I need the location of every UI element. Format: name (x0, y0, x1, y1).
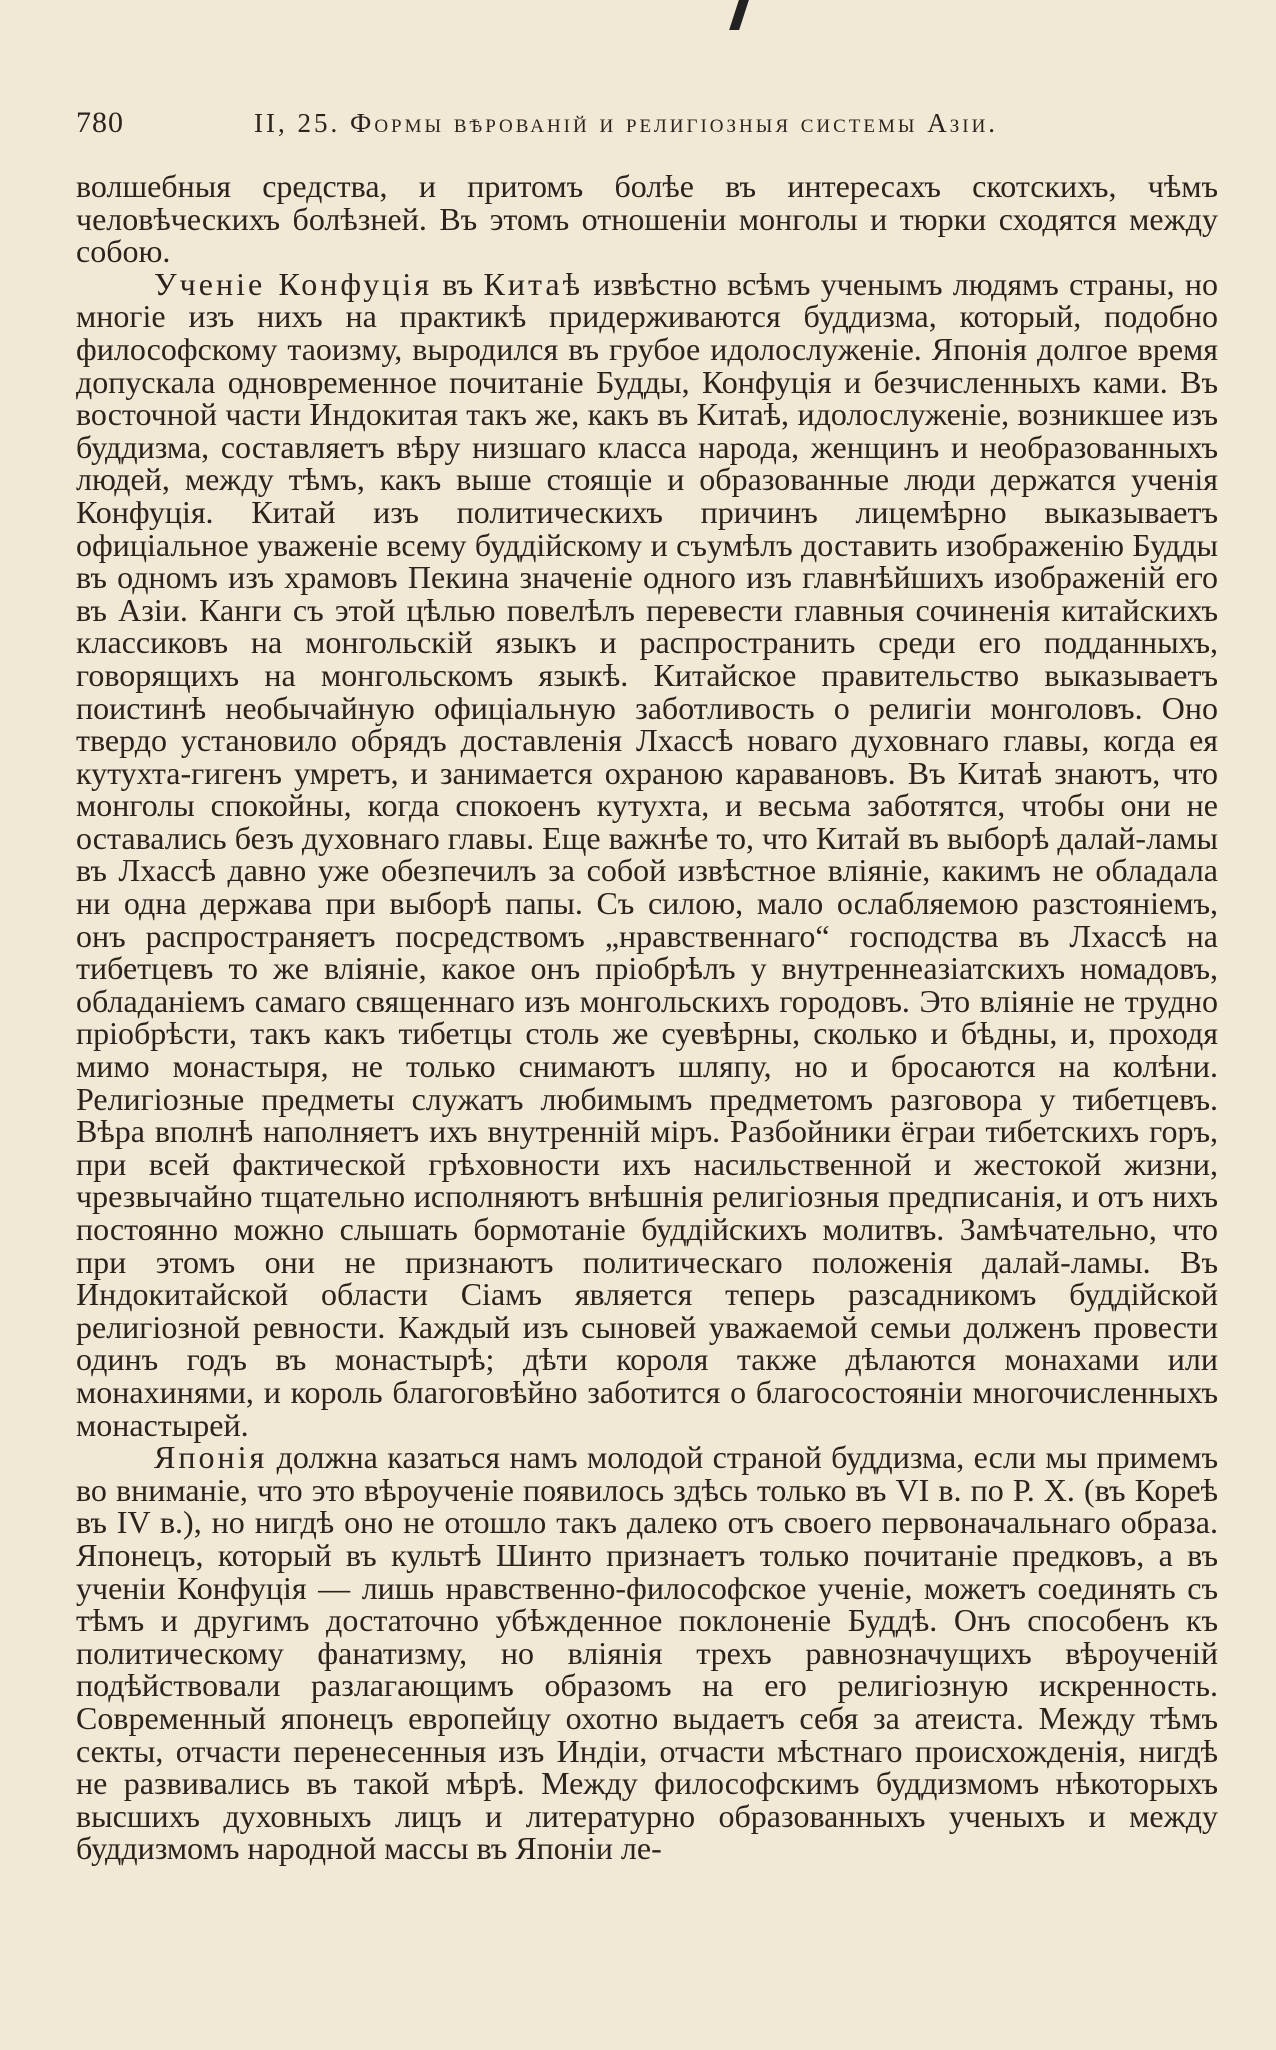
body-text (76, 170, 1218, 1865)
spaced-term-2: Китаѣ (483, 265, 583, 302)
pencil-mark (729, 0, 749, 30)
paragraph-3 (76, 1441, 1218, 1865)
spaced-term-3: Японія (154, 1439, 268, 1476)
paragraph-1 (76, 170, 1218, 268)
spaced-term: Ученіе Конфуція (154, 265, 433, 302)
paragraph-2 (76, 265, 1219, 1443)
page-header (76, 106, 1226, 140)
paragraph-2-text: извѣстно всѣмъ ученымъ людямъ страны, но многіе изъ нихъ на практикѣ придерживаются буддизма, который, подобно философскому таоизму, выродился въ грубое идолослуженіе. Японія долгое время допускала одновременное почитаніе Будды, Конфуція и безчисленныхъ ками. Въ восточной части Индокитая такъ же, какъ въ Китаѣ, идолослуженіе, возникшее изъ буддизма, составляетъ вѣру низшаго класса народа, женщинъ и необразованныхъ людей, между тѣмъ, какъ выше стоящіе и образованные люди держатся ученія Конфуція. Китай изъ политическихъ причинъ лицемѣрно выказываетъ офиціальное уваженіе всему буддійскому и съумѣлъ доставить изображенію Будды въ одномъ изъ храмовъ Пекина значеніе одного изъ главнѣйшихъ изображеній его въ Азіи. Канги съ этой цѣлью повелѣлъ перевести главныя сочиненія китайскихъ классиковъ на монгольскій языкъ и распространить среди его подданныхъ, говорящихъ на монгольскомъ языкѣ. Китайское правительство выказываетъ поистинѣ необычайную офиціальную заботливость о религіи монголовъ. Оно твердо установило обрядъ доставленія Лхассѣ новаго духовнаго главы, когда ея кутухта-гигенъ умретъ, и занимается охраною каравановъ. Въ Китаѣ знаютъ, что монголы спокойны, когда спокоенъ кутухта, и весьма заботятся, чтобы они не оставались безъ духовнаго главы. Еще важнѣе то, что Китай въ выборѣ далай-ламы въ Лхассѣ давно уже обезпечилъ за собой извѣстное вліяніе, какимъ не обладала ни одна держава при выборѣ папы. Съ силою, мало ослабляемою разстояніемъ, онъ распространяетъ посредствомъ „нравственнаго“ господства въ Лхассѣ на тибетцевъ то же вліяніе, какое онъ пріобрѣлъ у внутреннеазіатскихъ номадовъ, обладаніемъ самаго священнаго изъ монгольскихъ городовъ. Это вліяніе не трудно пріобрѣсти, такъ какъ тибетцы столь же суевѣрны, сколько и бѣдны, и, проходя мимо монастыря, не только снимаютъ шляпу, но и бросаются на колѣни. Религіозные предметы служатъ любимымъ предметомъ разговора у тибетцевъ. Вѣра вполнѣ наполняетъ ихъ внутренній міръ. Разбойники ёграи тибетскихъ горъ, при всей фактической грѣховности ихъ насильственной и жестокой жизни, чрезвычайно тщательно исполняютъ внѣшнія религіозныя предписанія, и отъ нихъ постоянно можно слышать бормотаніе буддійскихъ молитвъ. Замѣчательно, что при этомъ они не признаютъ политическаго положенія далай-ламы. Въ Индокитайской области Сіамъ является теперь разсадникомъ буддійской религіозной ревности. Каждый изъ сыновей уважаемой семьи долженъ провести одинъ годъ въ монастырѣ; дѣти короля также дѣлаются монахами или монахинями, и король благоговѣйно заботится о благосостояніи многочисленныхъ монастырей. (76, 265, 1219, 1443)
running-head: II, 25. Формы вѣрованій и религіозныя системы Азіи. (254, 108, 999, 138)
paragraph-2-mid: въ (432, 265, 484, 302)
page-number: 780 (76, 106, 124, 139)
paragraph-3-text: должна казаться намъ молодой страной буддизма, если мы примемъ во вниманіе, что это вѣроученіе появилось здѣсь только въ VI в. по Р. Х. (въ Кореѣ въ IV в.), но нигдѣ оно не отошло такъ далеко отъ своего первоначальнаго образа. Японецъ, который въ культѣ Шинто признаетъ только почитаніе предковъ, а въ ученіи Конфуція — лишь нравственно-философское ученіе, можетъ соединять съ тѣмъ и другимъ достаточно убѣжденное поклоненіе Буддѣ. Онъ способенъ къ политическому фанатизму, но вліянія трехъ равнозначущихъ вѣроученій подѣйствовали разлагающимъ образомъ на его религіозную искренность. Современный японецъ европейцу охотно выдаетъ себя за атеиста. Между тѣмъ секты, отчасти перенесенныя изъ Индіи, отчасти мѣстнаго происхожденія, нигдѣ не развивались въ такой мѣрѣ. Между философскимъ буддизмомъ нѣкоторыхъ высшихъ духовныхъ лицъ и литературно образованныхъ ученыхъ и между буддизмомъ народной массы въ Японіи ле- (76, 1439, 1218, 1867)
paragraph-1-text: волшебныя средства, и притомъ болѣе въ интересахъ скотскихъ, чѣмъ человѣческихъ болѣзней. Въ этомъ отношеніи монголы и тюрки сходятся между собою. (76, 168, 1218, 270)
